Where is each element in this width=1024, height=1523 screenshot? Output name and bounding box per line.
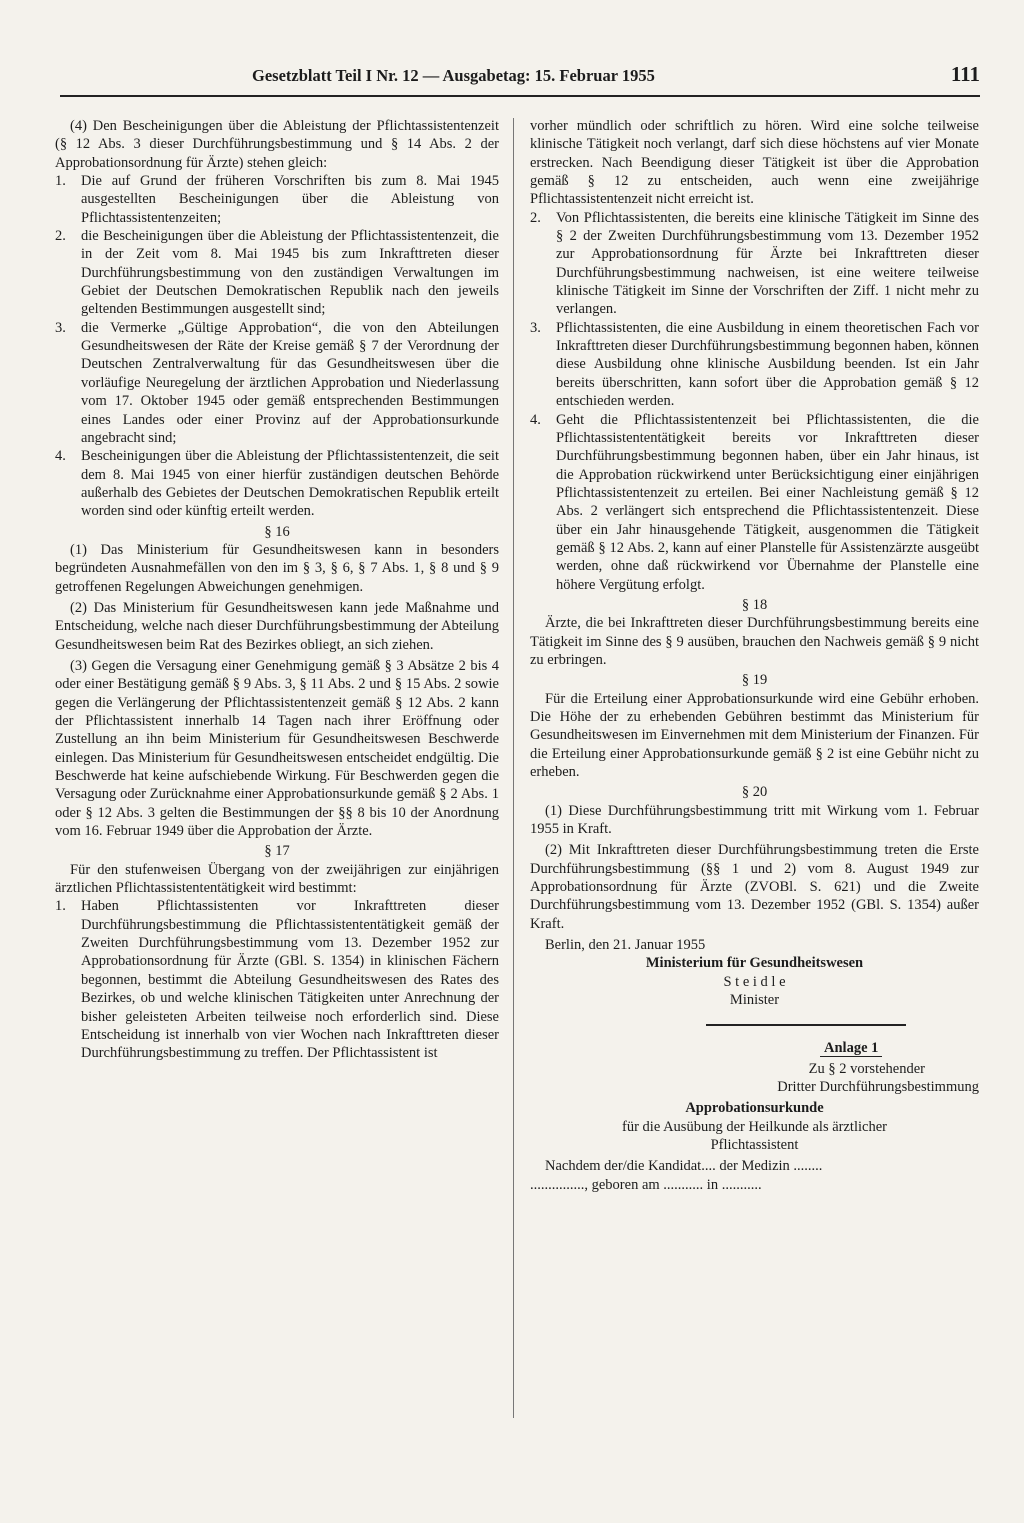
list-item (55, 319, 499, 447)
certificate-title: Approbationsurkunde (685, 1100, 824, 1117)
item-number: 2. (55, 228, 66, 245)
signer-name: S t e i d l e (723, 973, 786, 990)
column-separator (513, 118, 514, 1418)
section-18-text: Ärzte, die bei Inkrafttreten dieser Durchführungsbestimmung bereits eine Tätigkeit im Sinne des § 9 ausüben, brauchen den Nachweis gemäß § 9 nicht zu erbringen. (530, 615, 979, 668)
item-text: Die auf Grund der früheren Vorschriften bis zum 8. Mai 1945 ausgestellten Bescheinigungen über die Ableistung von Pflichtassistentenzeiten; (81, 173, 499, 226)
item-number: 4. (530, 411, 541, 428)
annex-reference-2: Dritter Durchführungsbestimmung (777, 1078, 979, 1095)
list-item (55, 897, 499, 1062)
section-20-paragraph-1: (1) Diese Durchführungsbestimmung tritt mit Wirkung vom 1. Februar 1955 in Kraft. (530, 802, 979, 838)
signature-rule (706, 1024, 906, 1026)
header-rule (60, 95, 980, 97)
item-number: 1. (55, 173, 66, 190)
place-date: Berlin, den 21. Januar 1955 (545, 937, 706, 954)
list-item (55, 172, 499, 227)
form-line-2: ..............., geboren am ........... in ........... (530, 1176, 762, 1193)
section-20-heading: § 20 (741, 784, 768, 801)
annex-reference-1: Zu § 2 vorstehender (808, 1060, 925, 1077)
section-20-paragraph-2: (2) Mit Inkrafttreten dieser Durchführungsbestimmung treten die Erste Durchführungsbestimmung (§§ 1 und 2) vom 8. August 1949 zur Approbationsordnung für Ärzte (ZVOBl. S. 621) und die Zweite Durchführungsbestimmung vom 13. Dezember 1952 (GBl. S. 1354) außer Kraft. (530, 842, 979, 932)
item-text: Geht die Pflichtassistentenzeit bei Pflichtassistenten, die die Pflichtassistententätigkeit bereits vor Inkrafttreten dieser Durchführungsbestimmung begonnen haben, über ein Jahr hinaus, ist die Approbation rückwirkend unter Berücksichtigung einer einjährigen Pflichtassistentenzeit zu erteilen. Bei einer Nachleistung gemäß § 12 Abs. 2 verlängert sich entsprechend die Pflichtassistentenzeit. Diese über ein Jahr hinausgehende Tätigkeit, ausgenommen die Tätigkeit gemäß § 12 Abs. 2, kann auf einer Planstelle für Assistenzärzte ausgeübt werden, ohne daß rückwirkend vor Übernahme der Planstelle eine höhere Vergütung erfolgt. (556, 411, 979, 593)
right-column (530, 117, 979, 1194)
list-item (530, 319, 979, 411)
item-number: 2. (530, 209, 541, 226)
certificate-subtitle-2: Pflichtassistent (710, 1136, 799, 1153)
certificate-subtitle-1: für die Ausübung der Heilkunde als ärztlicher (622, 1118, 887, 1135)
section-16-paragraph-1: (1) Das Ministerium für Gesundheitswesen kann in besonders begründeten Ausnahmefällen von den im § 3, § 6, § 7 Abs. 1, § 8 und § 9 getroffenen Regelungen Abweichungen genehmigen. (55, 541, 499, 595)
item-text: die Bescheinigungen über die Ableistung der Pflichtassistentenzeit, die in der Zeit vom 8. Mai 1945 bis zum Inkrafttreten dieser Durchführungsbestimmung von den zuständigen Verwaltungen im Gebiet der Deutschen Demokratischen Republik nach den jeweils geltenden Bestimmungen ausgestellt sind; (81, 228, 499, 318)
section-17-intro: Für den stufenweisen Übergang von der zweijährigen zur einjährigen ärztlichen Pflichtassistententätigkeit wird bestimmt: (55, 861, 499, 897)
item-number: 3. (530, 319, 541, 336)
form-line-1: Nachdem der/die Kandidat.... der Medizin ........ (545, 1158, 823, 1175)
annex-heading-wrap (530, 1040, 979, 1060)
ministry-name: Ministerium für Gesundheitswesen (645, 955, 864, 972)
continued-text: vorher mündlich oder schriftlich zu hören. Wird eine solche teilweise klinische Tätigkeit noch verlangt, darf sich diese höchstens auf vier Monate erstrecken. Nach Beendigung dieser Tätigkeit ist über die Approbation gemäß § 12 zu entscheiden, auch wenn eine zweijährige Pflichtassistentenzeit nicht erreicht ist. (530, 118, 979, 208)
item-text: Pflichtassistenten, die eine Ausbildung in einem theoretischen Fach vor Inkrafttreten dieser Durchführungsbestimmung begonnen haben, können diese Ausbildung ohne klinische Ausbildung beenden. Ist ein Jahr bereits überschritten, kann sofort über die Approbation gemäß § 12 entschieden werden. (556, 319, 979, 410)
section-19-text: Für die Erteilung einer Approbationsurkunde wird eine Gebühr erhoben. Die Höhe der zu erhebenden Gebühren bestimmt das Ministerium für Gesundheitswesen im Einvernehmen mit dem Ministerium der Finanzen. Für die Erteilung einer Approbationsurkunde gemäß § 2 ist eine Gebühr nicht zu erheben. (530, 690, 979, 781)
signer-title: Minister (729, 992, 780, 1009)
section-16-heading: § 16 (264, 523, 290, 540)
item-number: 1. (55, 898, 66, 915)
section-19-heading: § 19 (741, 672, 768, 689)
item-text: Bescheinigungen über die Ableistung der Pflichtassistentenzeit, die seit dem 8. Mai 1945 von einer hierfür zuständigen deutschen Behörde außerhalb des Gebietes der Deutschen Demokratischen Republik erteilt worden sind oder künftig erteilt werden. (81, 448, 499, 520)
list-item (530, 411, 979, 594)
item-number: 4. (55, 448, 66, 465)
page-header (60, 62, 980, 92)
item-number: 3. (55, 319, 66, 336)
list-item (55, 227, 499, 319)
section-16-paragraph-3: (3) Gegen die Versagung einer Genehmigung gemäß § 3 Absätze 2 bis 4 oder einer Bestätigung gemäß § 9 Abs. 3, § 11 Abs. 2 und § 15 Abs. 2 sowie gegen die Verlängerung der Pflichtassistentenzeit gemäß § 12 Abs. 2 kann der Pflichtassistent innerhalb 14 Tagen nach ihrer Eröffnung oder Zustellung an ihn beim Ministerium für Gesundheitswesen Beschwerde einlegen. Das Ministerium für Gesundheitswesen entscheidet endgültig. Die Beschwerde hat keine aufschiebende Wirkung. Für Beschwerden gegen die Versagung oder Zurücknahme einer Approbationsurkunde gemäß § 2 Abs. 1 oder § 12 Abs. 3 gelten die Bestimmungen der §§ 8 bis 10 der Anordnung vom 16. Februar 1949 über die Approbation der Ärzte. (55, 657, 499, 840)
item-text: Von Pflichtassistenten, die bereits eine klinische Tätigkeit im Sinne des § 2 der Zweiten Durchführungsbestimmung vom 13. Dezember 1952 zur Approbationsordnung für Ärzte bei Inkrafttreten dieser Durchführungsbestimmung nachweisen, ist eine weitere teilweise klinische Tätigkeit im Sinne der Vorschriften der Ziff. 1 nicht mehr zu verlangen. (556, 209, 979, 318)
item-text: Haben Pflichtassistenten vor Inkrafttreten dieser Durchführungsbestimmung die Pflichtassistententätigkeit gemäß der Zweiten Durchführungsbestimmung vom 13. Dezember 1952 zur Approbationsordnung für Ärzte (GBl. S. 1354) in klinischen Fächern begonnen, bestimmt die Abteilung Gesundheitswesen des Rates des Bezirkes, ob und welche klinischen Tätigkeiten unter Anrechnung der bisher geleisteten Arbeiten teilweise noch erforderlich sind. Diese Entscheidung ist innerhalb von vier Wochen nach Inkrafttreten dieser Durchführungsbestimmung zu treffen. Der Pflichtassistent ist (81, 898, 499, 1062)
page-number: 111 (950, 62, 980, 86)
section-17-heading: § 17 (264, 843, 290, 860)
item-text: die Vermerke „Gültige Approbation“, die von den Abteilungen Gesundheitswesen der Räte der Kreise gemäß § 7 der Verordnung der Deutschen Zentralverwaltung für das Gesundheitswesen über die vorläufige Neuregelung der ärztlichen Approbation und Niederlassung vom 17. Oktober 1945 oder gemäß entsprechenden Bestimmungen eines Landes oder einer Provinz auf der Approbationsurkunde angebracht sind; (81, 319, 499, 446)
annex-title: Anlage 1 (820, 1040, 882, 1057)
section-18-heading: § 18 (741, 596, 768, 613)
list-item (530, 209, 979, 319)
paragraph-4-intro: (4) Den Bescheinigungen über die Ableistung der Pflichtassistentenzeit (§ 12 Abs. 3 dieser Durchführungsbestimmung und § 14 Abs. 2 der Approbationsordnung für Ärzte) stehen gleich: (55, 118, 499, 171)
list-item (55, 447, 499, 520)
section-16-paragraph-2: (2) Das Ministerium für Gesundheitswesen kann jede Maßnahme und Entscheidung, welche nach dieser Durchführungsbestimmung der Abteilung Gesundheitswesen beim Rat des Bezirkes obliegt, an sich ziehen. (55, 599, 499, 653)
header-title: Gesetzblatt Teil I Nr. 12 — Ausgabetag: 15. Februar 1955 (252, 66, 655, 85)
left-column (55, 117, 499, 1063)
